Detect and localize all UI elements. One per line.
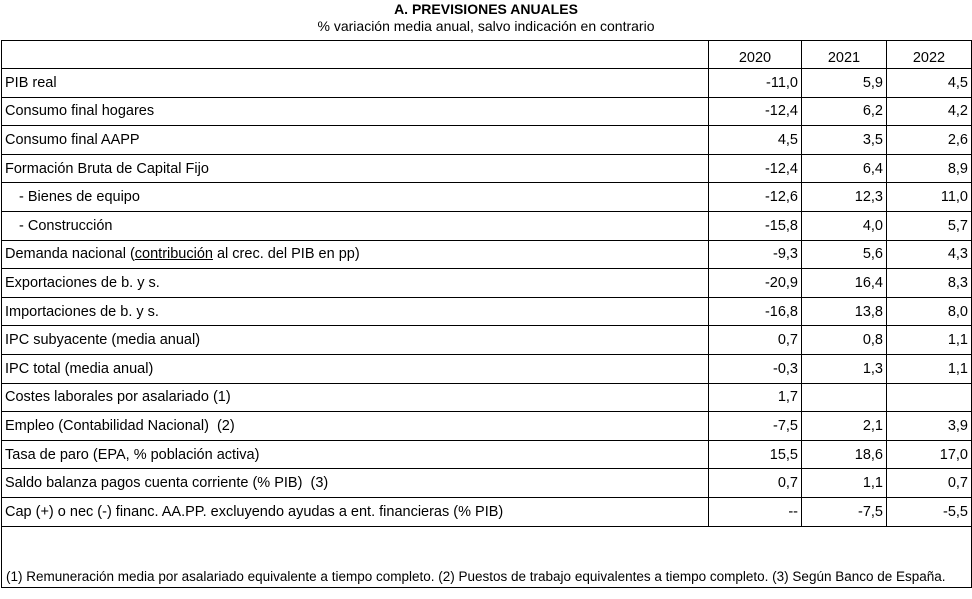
table-row xyxy=(2,383,972,412)
row-label: Formación Bruta de Capital Fijo xyxy=(2,154,709,183)
row-label: PIB real xyxy=(2,69,709,98)
value-2021: 1,3 xyxy=(802,354,887,383)
header-label-cell xyxy=(2,41,709,69)
value-2021: 16,4 xyxy=(802,269,887,298)
value-2021: 6,2 xyxy=(802,97,887,126)
row-label-sub xyxy=(2,183,709,212)
table-row xyxy=(2,297,972,326)
value-2021: 0,8 xyxy=(802,326,887,355)
value-2020: -7,5 xyxy=(709,412,802,441)
row-label: Empleo (Contabilidad Nacional) (2) xyxy=(2,412,709,441)
value-2021: 4,0 xyxy=(802,211,887,240)
value-2020: -20,9 xyxy=(709,269,802,298)
row-label: Costes laborales por asalariado (1) xyxy=(2,383,709,412)
value-2021: 3,5 xyxy=(802,126,887,155)
row-label-text: - Construcción xyxy=(19,217,113,234)
row-label: Importaciones de b. y s. xyxy=(2,297,709,326)
row-label-text: - Bienes de equipo xyxy=(19,189,140,206)
column-header-2022: 2022 xyxy=(887,41,972,69)
value-2020: -15,8 xyxy=(709,211,802,240)
value-2020: -11,0 xyxy=(709,69,802,98)
value-2021: 2,1 xyxy=(802,412,887,441)
value-2022: 8,0 xyxy=(887,297,972,326)
row-label-sub xyxy=(2,211,709,240)
value-2020: -0,3 xyxy=(709,354,802,383)
value-2022: 1,1 xyxy=(887,326,972,355)
row-label: Consumo final hogares xyxy=(2,97,709,126)
row-label: Tasa de paro (EPA, % población activa) xyxy=(2,440,709,469)
table-row xyxy=(2,469,972,498)
value-2022: 17,0 xyxy=(887,440,972,469)
table-header xyxy=(0,0,972,35)
value-2021: 5,6 xyxy=(802,240,887,269)
value-2021: 1,1 xyxy=(802,469,887,498)
row-label: IPC subyacente (media anual) xyxy=(2,326,709,355)
footnote: (1) Remuneración media por asalariado equivalente a tiempo completo. (2) Puestos de trabajo equivalentes a tiempo completo. (3) Según Banco de España. xyxy=(2,526,972,587)
value-2020: 15,5 xyxy=(709,440,802,469)
row-label-underlined: contribución xyxy=(134,246,213,263)
value-2022: 4,2 xyxy=(887,97,972,126)
value-2020: 0,7 xyxy=(709,326,802,355)
forecast-table xyxy=(1,40,972,588)
value-2021: 13,8 xyxy=(802,297,887,326)
column-header-row xyxy=(2,41,972,69)
row-label: Exportaciones de b. y s. xyxy=(2,269,709,298)
footnote-row xyxy=(2,526,972,587)
table-row xyxy=(2,354,972,383)
row-label-pre: Demanda nacional ( xyxy=(5,246,135,263)
row-label xyxy=(2,240,709,269)
value-2021: 18,6 xyxy=(802,440,887,469)
value-2022: 2,6 xyxy=(887,126,972,155)
table-title: A. PREVISIONES ANUALES xyxy=(394,1,578,17)
value-2020: -12,6 xyxy=(709,183,802,212)
value-2022: 8,9 xyxy=(887,154,972,183)
table-row xyxy=(2,154,972,183)
value-2021: 5,9 xyxy=(802,69,887,98)
row-label: Consumo final AAPP xyxy=(2,126,709,155)
value-2020: 4,5 xyxy=(709,126,802,155)
value-2022 xyxy=(887,383,972,412)
row-label: Saldo balanza pagos cuenta corriente (% PIB) (3) xyxy=(2,469,709,498)
value-2020: -16,8 xyxy=(709,297,802,326)
row-label: Cap (+) o nec (-) financ. AA.PP. excluyendo ayudas a ent. financieras (% PIB) xyxy=(2,497,709,526)
table-row xyxy=(2,97,972,126)
column-header-2020: 2020 xyxy=(709,41,802,69)
table-row xyxy=(2,240,972,269)
value-2020: -12,4 xyxy=(709,154,802,183)
value-2021: 6,4 xyxy=(802,154,887,183)
value-2022: 3,9 xyxy=(887,412,972,441)
value-2020: -12,4 xyxy=(709,97,802,126)
value-2022: 1,1 xyxy=(887,354,972,383)
value-2022: 4,5 xyxy=(887,69,972,98)
value-2020: -- xyxy=(709,497,802,526)
row-label: IPC total (media anual) xyxy=(2,354,709,383)
value-2021: -7,5 xyxy=(802,497,887,526)
value-2022: 8,3 xyxy=(887,269,972,298)
value-2022: 0,7 xyxy=(887,469,972,498)
value-2020: -9,3 xyxy=(709,240,802,269)
value-2022: 5,7 xyxy=(887,211,972,240)
value-2022: -5,5 xyxy=(887,497,972,526)
value-2020: 0,7 xyxy=(709,469,802,498)
table-row xyxy=(2,69,972,98)
table-row xyxy=(2,211,972,240)
column-header-2021: 2021 xyxy=(802,41,887,69)
value-2022: 4,3 xyxy=(887,240,972,269)
table-row xyxy=(2,497,972,526)
value-2022: 11,0 xyxy=(887,183,972,212)
table-row xyxy=(2,326,972,355)
table-row xyxy=(2,183,972,212)
table-subtitle: % variación media anual, salvo indicación en contrario xyxy=(317,18,655,34)
table-row xyxy=(2,126,972,155)
value-2021 xyxy=(802,383,887,412)
value-2020: 1,7 xyxy=(709,383,802,412)
value-2021: 12,3 xyxy=(802,183,887,212)
table-row xyxy=(2,440,972,469)
table-row xyxy=(2,412,972,441)
table-row xyxy=(2,269,972,298)
row-label-post: al crec. del PIB en pp) xyxy=(212,246,360,263)
